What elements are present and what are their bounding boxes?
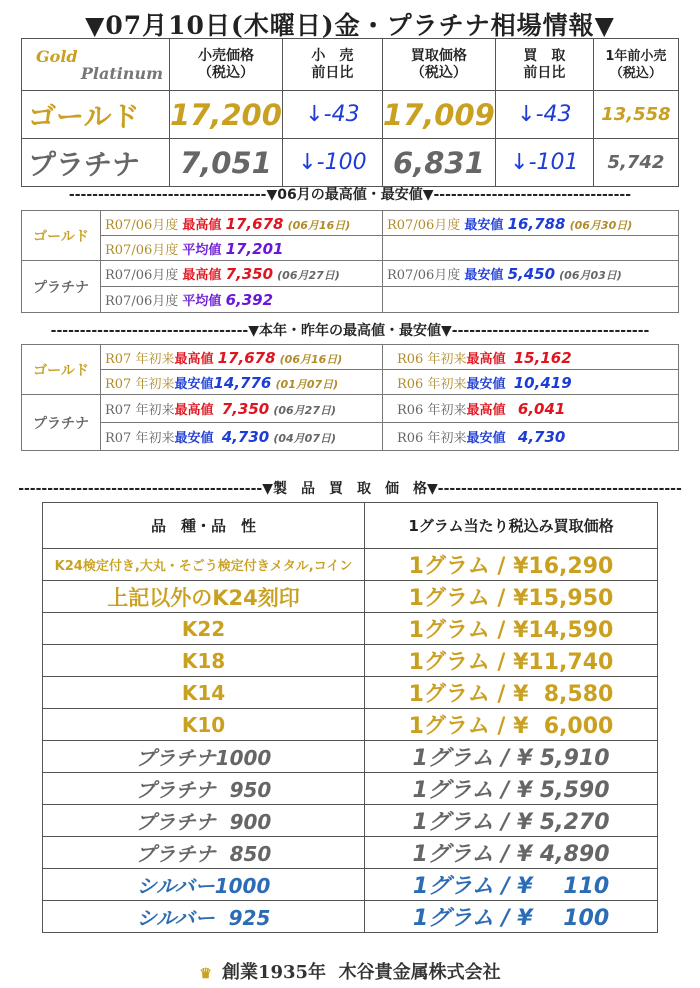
table-row [43, 709, 658, 741]
header-retail-change: 小 売 前日比 [282, 39, 382, 91]
monthly-platinum-high: R07/06月度 最高値 7,350 (06月27日) [101, 261, 383, 287]
yearly-platinum-this-high: R07 年初来最高値 7,350 (06月27日) [101, 395, 383, 423]
platinum-name: プラチナ [22, 139, 170, 187]
yearly-table [21, 344, 679, 451]
crown-icon: ♛ [199, 966, 212, 982]
platinum-year-ago: 5,742 [593, 139, 678, 187]
monthly-separator: ----------------------------------▼06月の最高値・最安値▼---------------------------------- [68, 187, 632, 203]
monthly-platinum-label: プラチナ [22, 261, 101, 313]
product-name: K10 [43, 709, 365, 741]
header-buy: 買取価格 （税込） [382, 39, 495, 91]
header-year-ago: 1年前小売 （税込） [593, 39, 678, 91]
yearly-gold-last-low: R06 年初来最安値 10,419 [383, 370, 679, 395]
page-title: ▼07月10日(木曜日)金・プラチナ相場情報▼ [85, 11, 615, 40]
table-row [43, 549, 658, 581]
table-row [43, 805, 658, 837]
table-row [43, 837, 658, 869]
product-price: 1グラム / ¥15,950 [365, 581, 658, 613]
product-name: K24検定付き,大丸・そごう検定付きメタル,コイン [43, 549, 365, 581]
products-table [42, 502, 658, 933]
product-name: シルバー 925 [43, 901, 365, 933]
product-price: 1グラム / ¥ 100 [365, 901, 658, 933]
table-row [43, 741, 658, 773]
table-row [43, 645, 658, 677]
monthly-gold-avg: R07/06月度 平均値 17,201 [101, 236, 383, 261]
footer-since: 創業1935年 [221, 962, 327, 983]
gold-row [22, 91, 679, 139]
product-price: 1グラム / ¥11,740 [365, 645, 658, 677]
product-price: 1グラム / ¥ 4,890 [365, 837, 658, 869]
platinum-row [22, 139, 679, 187]
table-row [43, 581, 658, 613]
products-header-price: 1グラム当たり税込み買取価格 [365, 503, 658, 549]
product-name: プラチナ 900 [43, 805, 365, 837]
product-name: 上記以外のK24刻印 [43, 581, 365, 613]
header-retail: 小売価格 （税込） [170, 39, 283, 91]
gold-buy: 17,009 [382, 91, 495, 139]
table-row [43, 773, 658, 805]
price-table [21, 38, 679, 187]
product-price: 1グラム / ¥ 5,910 [365, 741, 658, 773]
product-price: 1グラム / ¥ 8,580 [365, 677, 658, 709]
monthly-platinum-avg: R07/06月度 平均値 6,392 [101, 287, 383, 313]
monthly-platinum-low: R07/06月度 最安値 5,450 (06月03日) [383, 261, 679, 287]
yearly-gold-last-high: R06 年初来最高値 15,162 [383, 345, 679, 370]
gold-retail-change: ↓-43 [282, 91, 382, 139]
platinum-retail-change: ↓-100 [282, 139, 382, 187]
product-price: 1グラム / ¥ 5,590 [365, 773, 658, 805]
gold-name: ゴールド [22, 91, 170, 139]
yearly-gold-this-low: R07 年初来最安値14,776 (01月07日) [101, 370, 383, 395]
product-price: 1グラム / ¥ 110 [365, 869, 658, 901]
product-name: プラチナ 950 [43, 773, 365, 805]
header-buy-change: 買 取 前日比 [495, 39, 593, 91]
monthly-gold-label: ゴールド [22, 211, 101, 261]
products-separator: ------------------------------------------▼製 品 買 取 価 格▼------------------------------------------ [18, 481, 682, 497]
yearly-gold-label: ゴールド [22, 345, 101, 395]
product-name: プラチナ1000 [43, 741, 365, 773]
footer [0, 958, 700, 984]
monthly-gold-low: R07/06月度 最安値 16,788 (06月30日) [383, 211, 679, 236]
yearly-platinum-this-low: R07 年初来最安値 4,730 (04月07日) [101, 423, 383, 451]
logo [22, 39, 170, 91]
products-header-item: 品 種・品 性 [43, 503, 365, 549]
logo-platinum: Platinum [80, 63, 163, 83]
footer-company: 木谷貴金属株式会社 [338, 962, 501, 983]
yearly-platinum-last-high: R06 年初来最高値 6,041 [383, 395, 679, 423]
gold-buy-change: ↓-43 [495, 91, 593, 139]
gold-year-ago: 13,558 [593, 91, 678, 139]
product-name: シルバー1000 [43, 869, 365, 901]
product-name: K22 [43, 613, 365, 645]
platinum-retail: 7,051 [170, 139, 283, 187]
yearly-gold-this-high: R07 年初来最高値 17,678 (06月16日) [101, 345, 383, 370]
product-price: 1グラム / ¥ 5,270 [365, 805, 658, 837]
gold-retail: 17,200 [170, 91, 283, 139]
platinum-buy-change: ↓-101 [495, 139, 593, 187]
table-row [43, 901, 658, 933]
product-name: プラチナ 850 [43, 837, 365, 869]
monthly-gold-high: R07/06月度 最高値 17,678 (06月16日) [101, 211, 383, 236]
table-row [43, 613, 658, 645]
product-name: K14 [43, 677, 365, 709]
monthly-table [21, 210, 679, 313]
table-row [43, 869, 658, 901]
yearly-platinum-label: プラチナ [22, 395, 101, 451]
table-row [43, 677, 658, 709]
yearly-platinum-last-low: R06 年初来最安値 4,730 [383, 423, 679, 451]
product-price: 1グラム / ¥16,290 [365, 549, 658, 581]
platinum-buy: 6,831 [382, 139, 495, 187]
yearly-separator: ----------------------------------▼本年・昨年の最高値・最安値▼---------------------------------- [50, 323, 650, 339]
logo-gold: Gold [36, 46, 78, 66]
product-price: 1グラム / ¥ 6,000 [365, 709, 658, 741]
product-price: 1グラム / ¥14,590 [365, 613, 658, 645]
product-name: K18 [43, 645, 365, 677]
